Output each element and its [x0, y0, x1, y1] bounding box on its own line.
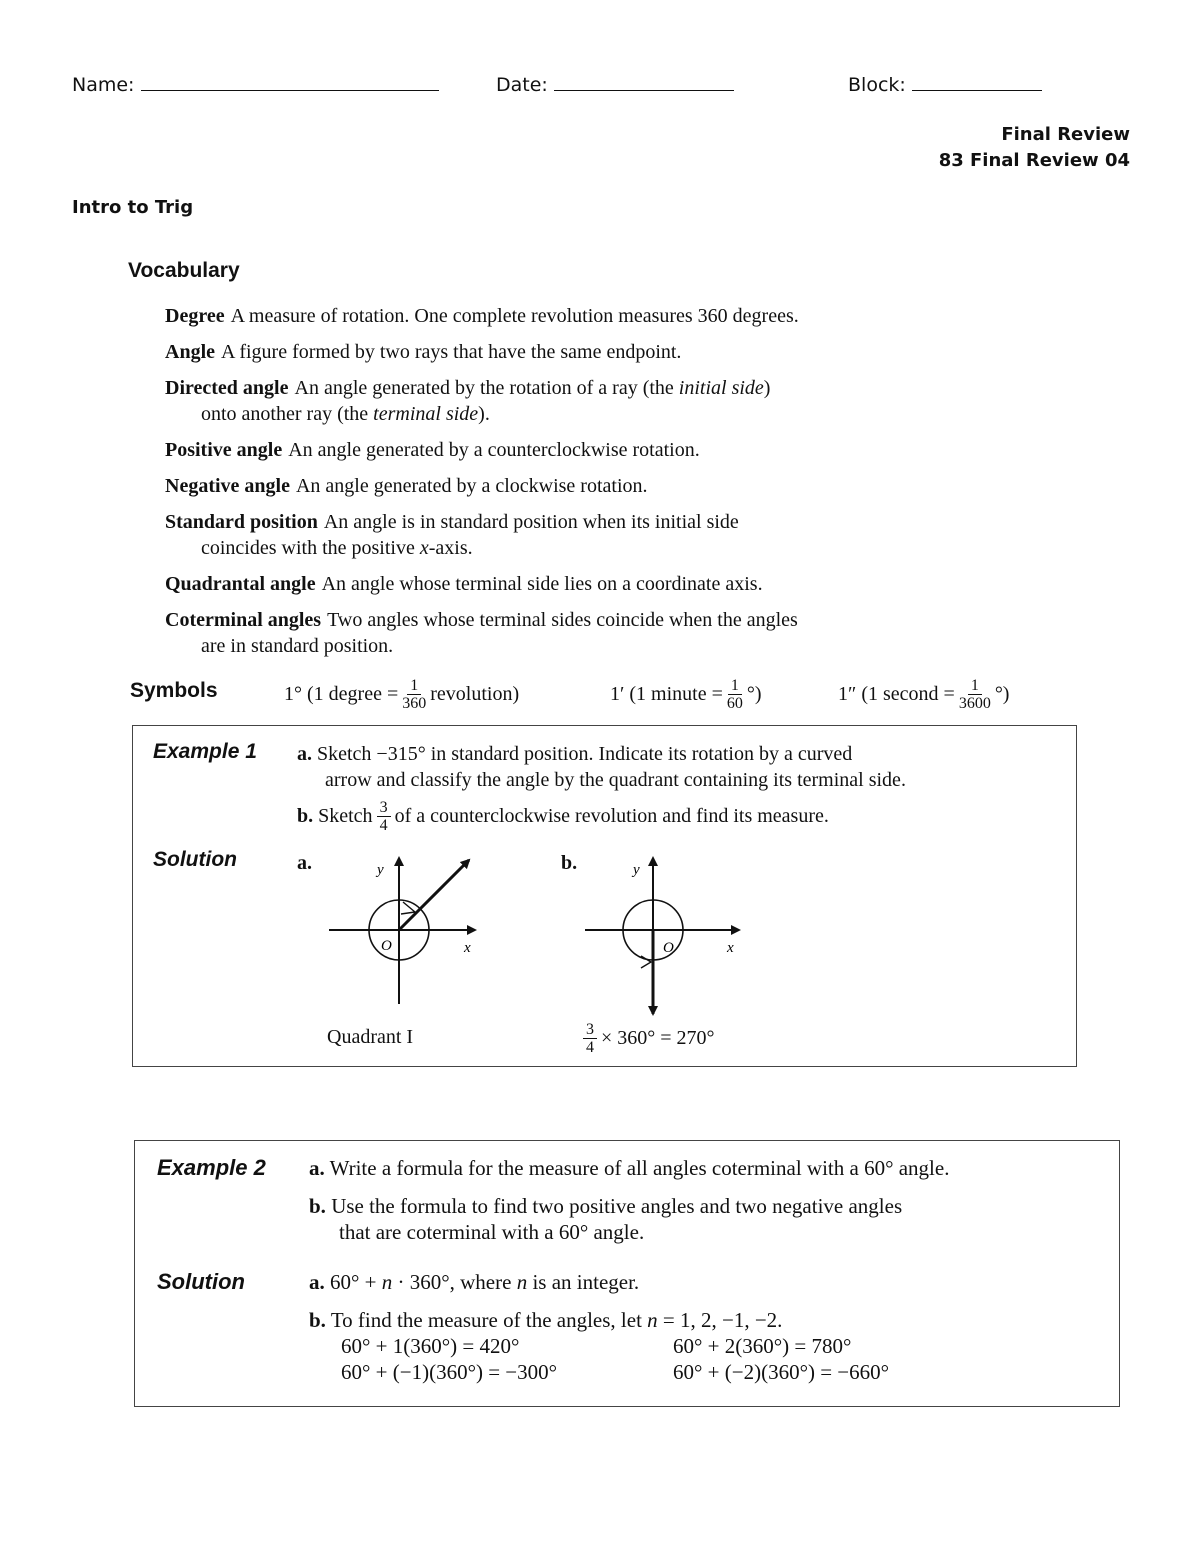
part-label: a.	[309, 1156, 325, 1180]
frac-den: 3600	[958, 694, 991, 712]
symbol-minute	[610, 670, 762, 718]
name-blank-line[interactable]	[141, 72, 439, 91]
example1-part-a	[297, 741, 1057, 793]
equation-3: 60° + (−1)(360°) = −300°	[341, 1360, 558, 1384]
part-label: a.	[309, 1270, 325, 1294]
origin-label: O	[663, 940, 674, 956]
symbols-heading: Symbols	[130, 679, 218, 702]
vocab-term: Quadrantal angle	[165, 573, 316, 595]
vocab-def: An angle generated by the rotation of a ray (the	[294, 377, 679, 399]
frac-num: 1	[407, 677, 421, 695]
sol-a-text: 60° +	[330, 1270, 382, 1294]
example1-solution-label: Solution	[153, 848, 237, 871]
origin-label: O	[381, 938, 392, 954]
sol-a-variable: n	[516, 1270, 528, 1294]
vocab-def: A figure formed by two rays that have the same endpoint.	[221, 341, 682, 363]
example2-solution-label: Solution	[157, 1269, 245, 1294]
vocab-standard-position	[165, 509, 965, 561]
sol-a-variable: n	[381, 1270, 393, 1294]
name-label: Name:	[72, 74, 135, 96]
vocab-def: )	[763, 377, 771, 399]
frac-num: 3	[377, 799, 391, 817]
fraction-1-60	[727, 677, 743, 712]
symbol-degree-tail: revolution)	[430, 682, 520, 705]
part-label: b.	[297, 805, 314, 827]
example2-box	[134, 1140, 1120, 1407]
example1-a-line2: arrow and classify the angle by the quadrant containing its terminal side.	[325, 769, 906, 791]
sketch-b-result: × 360° = 270°	[601, 1027, 715, 1049]
solution-a-label: a.	[297, 852, 312, 874]
example2-b-line2: that are coterminal with a 60° angle.	[339, 1220, 645, 1244]
vocab-positive-angle	[165, 437, 965, 463]
sketch-a-caption: Quadrant I	[327, 1026, 414, 1048]
title-final-review: Final Review	[1001, 124, 1130, 145]
vocab-def: An angle whose terminal side lies on a coordinate axis.	[321, 573, 763, 595]
frac-num: 1	[728, 677, 742, 695]
axis-x-label: x	[464, 940, 471, 956]
vocab-def: -axis.	[428, 537, 473, 559]
vocab-term: Angle	[165, 341, 215, 363]
fraction-1-360	[402, 677, 426, 712]
vocab-def: An angle generated by a counterclockwise rotation.	[288, 439, 700, 461]
example2-label: Example 2	[157, 1155, 266, 1180]
section-title: Intro to Trig	[72, 197, 194, 218]
symbol-minute-lead: 1′ (1 minute =	[610, 682, 723, 705]
part-label: a.	[297, 743, 312, 765]
block-blank-line[interactable]	[912, 72, 1042, 91]
symbol-minute-tail: °)	[746, 682, 762, 705]
date-label: Date:	[496, 74, 548, 96]
frac-den: 4	[379, 816, 388, 834]
solution-b-label: b.	[561, 852, 578, 874]
axis-y-label: y	[633, 862, 640, 878]
example2-part-a	[309, 1155, 949, 1181]
example1-part-b	[297, 794, 829, 838]
fraction-3-4	[583, 1021, 597, 1056]
vocab-term: Directed angle	[165, 377, 289, 399]
vocab-term: Positive angle	[165, 439, 283, 461]
page-title-block	[939, 122, 1130, 174]
symbol-degree-lead: 1° (1 degree =	[284, 682, 399, 705]
sketch-a-diagram	[323, 844, 483, 1009]
sol-b-variable: n	[647, 1308, 658, 1332]
frac-den: 4	[586, 1038, 594, 1056]
equation-1: 60° + 1(360°) = 420°	[341, 1334, 520, 1358]
vocab-def: coincides with the positive	[201, 537, 420, 559]
vocab-negative-angle	[165, 473, 965, 499]
symbol-second-tail: °)	[994, 682, 1010, 705]
vocab-def: Two angles whose terminal sides coincide when the angles	[327, 609, 798, 631]
title-review-number: 83 Final Review 04	[938, 150, 1130, 171]
vocab-term: Negative angle	[165, 475, 290, 497]
sketch-b-caption	[579, 1016, 715, 1060]
vocabulary-heading: Vocabulary	[128, 259, 240, 282]
fraction-1-3600	[959, 677, 991, 712]
example2-a-text: Write a formula for the measure of all angles coterminal with a 60° angle.	[329, 1156, 950, 1180]
part-label: b.	[309, 1308, 326, 1332]
vocab-term: Degree	[165, 305, 225, 327]
terminal-side-arrow	[399, 860, 469, 930]
frac-num: 1	[968, 677, 982, 695]
date-field	[496, 72, 734, 96]
vocab-def-italic: x	[419, 537, 429, 559]
vocab-def: An angle generated by a clockwise rotation.	[295, 475, 648, 497]
example1-box	[132, 725, 1077, 1067]
vocab-def-italic: terminal side	[373, 403, 479, 425]
example1-label: Example 1	[153, 740, 257, 763]
frac-den: 60	[726, 694, 743, 712]
vocab-def: ).	[478, 403, 490, 425]
example2-solution-a	[309, 1269, 639, 1295]
vocab-def: An angle is in standard position when its initial side	[323, 511, 739, 533]
vocab-directed-angle	[165, 375, 965, 427]
example2-part-b	[309, 1193, 902, 1245]
part-label: b.	[309, 1194, 326, 1218]
axis-y-label: y	[377, 862, 384, 878]
block-field	[848, 72, 1042, 96]
fraction-3-4	[377, 799, 391, 834]
block-label: Block:	[848, 74, 906, 96]
sol-a-text: is an integer.	[527, 1270, 640, 1294]
sol-b-text: To find the measure of the angles, let	[330, 1308, 648, 1332]
vocab-def: A measure of rotation. One complete revolution measures 360 degrees.	[230, 305, 799, 327]
vocab-angle	[165, 339, 965, 365]
sol-b-text: = 1, 2, −1, −2.	[657, 1308, 783, 1332]
symbol-second-lead: 1″ (1 second =	[838, 682, 955, 705]
example2-b-line1: Use the formula to find two positive angles and two negative angles	[331, 1194, 903, 1218]
symbol-second	[838, 670, 1009, 718]
axis-x-label: x	[727, 940, 734, 956]
vocab-degree	[165, 303, 965, 329]
vocab-term: Coterminal angles	[165, 609, 322, 631]
vocab-quadrantal-angle	[165, 571, 965, 597]
equation-2: 60° + 2(360°) = 780°	[673, 1334, 852, 1358]
symbol-degree	[284, 670, 519, 718]
sol-a-text: · 360°, where	[392, 1270, 517, 1294]
example1-b-lead: Sketch	[318, 805, 373, 827]
vocab-def: are in standard position.	[201, 635, 394, 657]
frac-num: 3	[583, 1021, 597, 1039]
equation-4: 60° + (−2)(360°) = −660°	[673, 1360, 890, 1384]
example2-solution-b	[309, 1307, 782, 1333]
sketch-b-diagram	[579, 844, 749, 1024]
vocab-def: onto another ray (the	[201, 403, 374, 425]
example1-a-line1: Sketch −315° in standard position. Indicate its rotation by a curved	[317, 743, 853, 765]
vocab-def-italic: initial side	[678, 377, 764, 399]
example1-b-tail: of a counterclockwise revolution and find its measure.	[394, 805, 829, 827]
name-field	[72, 72, 439, 96]
vocab-term: Standard position	[165, 511, 318, 533]
vocab-coterminal-angles	[165, 607, 965, 659]
date-blank-line[interactable]	[554, 72, 734, 91]
vocabulary-list	[165, 303, 965, 659]
frac-den: 360	[402, 694, 427, 712]
